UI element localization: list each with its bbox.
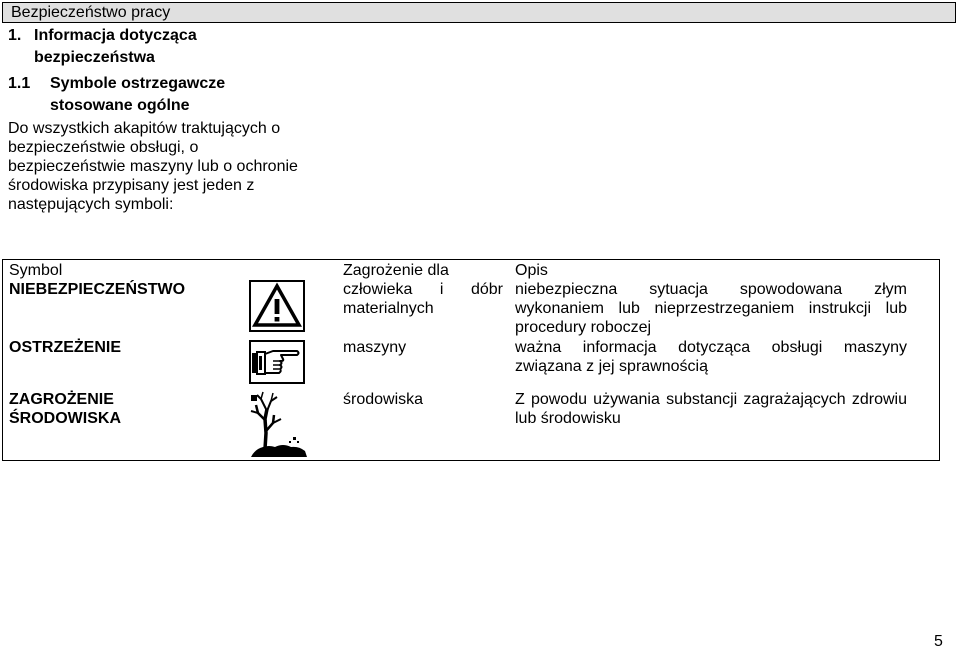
heading-section-1-1-title: Symbole ostrzegawcze stosowane ogólne bbox=[50, 75, 226, 114]
section-header-bar bbox=[2, 2, 956, 23]
table-header-threat: Zagrożenie dla bbox=[343, 262, 449, 279]
dead-tree-icon bbox=[249, 391, 307, 457]
heading-section-1 bbox=[8, 25, 308, 69]
table-row-2-symbol: OSTRZEŻENIE bbox=[9, 339, 122, 356]
table-row-2-description: ważna informacja dotycząca obsługi maszyny związana z jej sprawnością bbox=[515, 339, 907, 375]
table-row-1-threat: człowieka i dóbr materialnych bbox=[343, 281, 503, 317]
intro-paragraph: Do wszystkich akapitów traktujących o bezpieczeństwie obsługi, o bezpieczeństwie maszyny lub o ochronie środowiska przypisany jest jeden z następujących symboli: bbox=[8, 120, 298, 213]
warning-triangle-icon bbox=[249, 280, 305, 332]
heading-section-1-title: Informacja dotycząca bezpieczeństwa bbox=[34, 27, 197, 66]
table-header-description: Opis bbox=[515, 262, 548, 279]
symbols-table bbox=[2, 259, 940, 461]
table-row-3-description: Z powodu używania substancji zagrażających zdrowiu lub środowisku bbox=[515, 391, 907, 427]
heading-section-1-1-number: 1.1 bbox=[8, 75, 31, 92]
heading-section-1-1 bbox=[8, 73, 308, 117]
table-row-3-threat: środowiska bbox=[343, 391, 424, 408]
pointing-hand-icon bbox=[249, 340, 305, 384]
section-header-title: Bezpieczeństwo pracy bbox=[11, 4, 171, 21]
page-number: 5 bbox=[934, 633, 943, 650]
table-row-1-symbol: NIEBEZPIECZEŃSTWO bbox=[9, 281, 186, 298]
table-row-2-threat: maszyny bbox=[343, 339, 407, 356]
table-row-3-symbol: ZAGROŻENIE ŚRODOWISKA bbox=[9, 391, 121, 427]
table-header-symbol: Symbol bbox=[9, 262, 63, 279]
table-row-1-description: niebezpieczna sytuacja spowodowana złym wykonaniem lub nieprzestrzeganiem instrukcji lub procedury roboczej bbox=[515, 281, 907, 336]
heading-section-1-number: 1. bbox=[8, 27, 22, 44]
